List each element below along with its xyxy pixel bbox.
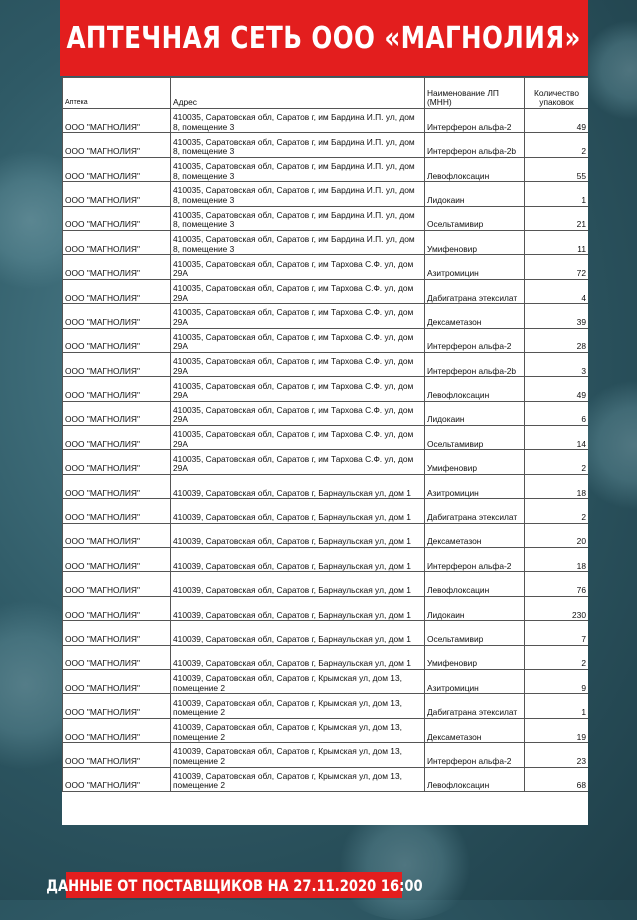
- table-row: [63, 426, 589, 450]
- cell-address: 410035, Саратовская обл, Саратов г, им Тархова С.Ф. ул, дом 29А: [171, 401, 425, 425]
- cell-drug: Осельтамивир: [425, 621, 525, 645]
- cell-drug: Азитромицин: [425, 474, 525, 498]
- table-row: [63, 182, 589, 206]
- cell-pharmacy: ООО "МАГНОЛИЯ": [63, 157, 171, 181]
- cell-address: 410035, Саратовская обл, Саратов г, им Бардина И.П. ул, дом 8, помещение 3: [171, 109, 425, 133]
- column-header-pharmacy: Аптека: [63, 78, 171, 109]
- cell-address: 410039, Саратовская обл, Саратов г, Барнаульская ул, дом 1: [171, 645, 425, 669]
- cell-drug: Лидокаин: [425, 596, 525, 620]
- cell-drug: Интерферон альфа-2b: [425, 133, 525, 157]
- cell-drug: Интерферон альфа-2: [425, 328, 525, 352]
- table-row: [63, 450, 589, 474]
- cell-address: 410039, Саратовская обл, Саратов г, Барнаульская ул, дом 1: [171, 523, 425, 547]
- table-row: [63, 669, 589, 693]
- table-row: [63, 694, 589, 718]
- cell-drug: Осельтамивир: [425, 426, 525, 450]
- cell-pharmacy: ООО "МАГНОЛИЯ": [63, 328, 171, 352]
- cell-quantity: 2: [525, 645, 589, 669]
- cell-drug: Дабигатрана этексилат: [425, 279, 525, 303]
- table-row: [63, 596, 589, 620]
- cell-pharmacy: ООО "МАГНОЛИЯ": [63, 743, 171, 767]
- cell-pharmacy: ООО "МАГНОЛИЯ": [63, 352, 171, 376]
- table-row: [63, 523, 589, 547]
- cell-quantity: 20: [525, 523, 589, 547]
- cell-quantity: 49: [525, 109, 589, 133]
- cell-quantity: 11: [525, 230, 589, 254]
- cell-address: 410035, Саратовская обл, Саратов г, им Тархова С.Ф. ул, дом 29А: [171, 426, 425, 450]
- cell-address: 410035, Саратовская обл, Саратов г, им Тархова С.Ф. ул, дом 29А: [171, 304, 425, 328]
- cell-drug: Левофлоксацин: [425, 572, 525, 596]
- footer-text: ДАННЫЕ ОТ ПОСТАВЩИКОВ НА 27.11.2020 16:00: [45, 875, 423, 895]
- cell-address: 410035, Саратовская обл, Саратов г, им Бардина И.П. ул, дом 8, помещение 3: [171, 157, 425, 181]
- cell-pharmacy: ООО "МАГНОЛИЯ": [63, 255, 171, 279]
- cell-quantity: 49: [525, 377, 589, 401]
- cell-pharmacy: ООО "МАГНОЛИЯ": [63, 230, 171, 254]
- cell-quantity: 2: [525, 133, 589, 157]
- cell-address: 410035, Саратовская обл, Саратов г, им Бардина И.П. ул, дом 8, помещение 3: [171, 230, 425, 254]
- cell-quantity: 72: [525, 255, 589, 279]
- cell-pharmacy: ООО "МАГНОЛИЯ": [63, 694, 171, 718]
- cell-pharmacy: ООО "МАГНОЛИЯ": [63, 109, 171, 133]
- cell-pharmacy: ООО "МАГНОЛИЯ": [63, 133, 171, 157]
- footer-banner: [45, 872, 423, 898]
- cell-pharmacy: ООО "МАГНОЛИЯ": [63, 499, 171, 523]
- table-row: [63, 474, 589, 498]
- cell-address: 410039, Саратовская обл, Саратов г, Крымская ул, дом 13, помещение 2: [171, 767, 425, 791]
- cell-pharmacy: ООО "МАГНОЛИЯ": [63, 377, 171, 401]
- cell-quantity: 230: [525, 596, 589, 620]
- table-row: [63, 767, 589, 791]
- cell-address: 410039, Саратовская обл, Саратов г, Барнаульская ул, дом 1: [171, 474, 425, 498]
- table-row: [63, 645, 589, 669]
- cell-quantity: 39: [525, 304, 589, 328]
- cell-drug: Левофлоксацин: [425, 377, 525, 401]
- cell-drug: Умифеновир: [425, 450, 525, 474]
- cell-quantity: 18: [525, 474, 589, 498]
- cell-drug: Лидокаин: [425, 182, 525, 206]
- cell-pharmacy: ООО "МАГНОЛИЯ": [63, 401, 171, 425]
- table-row: [63, 499, 589, 523]
- table-row: [63, 328, 589, 352]
- cell-address: 410035, Саратовская обл, Саратов г, им Бардина И.П. ул, дом 8, помещение 3: [171, 182, 425, 206]
- table-row: [63, 621, 589, 645]
- table-row: [63, 743, 589, 767]
- cell-address: 410035, Саратовская обл, Саратов г, им Тархова С.Ф. ул, дом 29А: [171, 377, 425, 401]
- cell-drug: Азитромицин: [425, 669, 525, 693]
- cell-drug: Левофлоксацин: [425, 157, 525, 181]
- cell-address: 410039, Саратовская обл, Саратов г, Барнаульская ул, дом 1: [171, 572, 425, 596]
- cell-address: 410035, Саратовская обл, Саратов г, им Бардина И.П. ул, дом 8, помещение 3: [171, 206, 425, 230]
- cell-drug: Интерферон альфа-2: [425, 743, 525, 767]
- cell-pharmacy: ООО "МАГНОЛИЯ": [63, 206, 171, 230]
- cell-quantity: 2: [525, 450, 589, 474]
- cell-quantity: 18: [525, 548, 589, 572]
- pharmacy-table-container: [62, 77, 588, 825]
- cell-drug: Левофлоксацин: [425, 767, 525, 791]
- cell-address: 410035, Саратовская обл, Саратов г, им Бардина И.П. ул, дом 8, помещение 3: [171, 133, 425, 157]
- cell-address: 410039, Саратовская обл, Саратов г, Крымская ул, дом 13, помещение 2: [171, 718, 425, 742]
- cell-address: 410039, Саратовская обл, Саратов г, Барнаульская ул, дом 1: [171, 621, 425, 645]
- cell-drug: Интерферон альфа-2b: [425, 352, 525, 376]
- table-row: [63, 377, 589, 401]
- cell-quantity: 19: [525, 718, 589, 742]
- cell-quantity: 3: [525, 352, 589, 376]
- cell-pharmacy: ООО "МАГНОЛИЯ": [63, 279, 171, 303]
- title-banner: [60, 0, 588, 76]
- column-header-drug: Наименование ЛП (МНН): [425, 78, 525, 109]
- cell-pharmacy: ООО "МАГНОЛИЯ": [63, 572, 171, 596]
- cell-pharmacy: ООО "МАГНОЛИЯ": [63, 645, 171, 669]
- table-row: [63, 304, 589, 328]
- cell-drug: Дексаметазон: [425, 304, 525, 328]
- cell-address: 410035, Саратовская обл, Саратов г, им Тархова С.Ф. ул, дом 29А: [171, 279, 425, 303]
- pharmacy-table: [62, 77, 588, 792]
- virus-decoration: [580, 20, 637, 120]
- cell-drug: Дексаметазон: [425, 718, 525, 742]
- cell-quantity: 23: [525, 743, 589, 767]
- cell-quantity: 7: [525, 621, 589, 645]
- cell-drug: Интерферон альфа-2: [425, 109, 525, 133]
- cell-drug: Осельтамивир: [425, 206, 525, 230]
- cell-pharmacy: ООО "МАГНОЛИЯ": [63, 596, 171, 620]
- cell-pharmacy: ООО "МАГНОЛИЯ": [63, 426, 171, 450]
- column-header-quantity: Количество упаковок: [525, 78, 589, 109]
- cell-drug: Лидокаин: [425, 401, 525, 425]
- cell-drug: Дексаметазон: [425, 523, 525, 547]
- cell-drug: Умифеновир: [425, 645, 525, 669]
- table-row: [63, 401, 589, 425]
- page-title: АПТЕЧНАЯ СЕТЬ ООО «МАГНОЛИЯ»: [66, 20, 582, 56]
- cell-address: 410035, Саратовская обл, Саратов г, им Тархова С.Ф. ул, дом 29А: [171, 255, 425, 279]
- cell-quantity: 4: [525, 279, 589, 303]
- cell-address: 410035, Саратовская обл, Саратов г, им Тархова С.Ф. ул, дом 29А: [171, 450, 425, 474]
- cell-quantity: 1: [525, 182, 589, 206]
- cell-quantity: 76: [525, 572, 589, 596]
- cell-quantity: 28: [525, 328, 589, 352]
- cell-pharmacy: ООО "МАГНОЛИЯ": [63, 669, 171, 693]
- cell-quantity: 14: [525, 426, 589, 450]
- virus-decoration: [330, 810, 480, 920]
- table-row: [63, 352, 589, 376]
- cell-address: 410035, Саратовская обл, Саратов г, им Тархова С.Ф. ул, дом 29А: [171, 352, 425, 376]
- cell-address: 410035, Саратовская обл, Саратов г, им Тархова С.Ф. ул, дом 29А: [171, 328, 425, 352]
- table-header-row: [63, 78, 589, 109]
- table-row: [63, 255, 589, 279]
- table-row: [63, 718, 589, 742]
- cell-drug: Интерферон альфа-2: [425, 548, 525, 572]
- cell-quantity: 21: [525, 206, 589, 230]
- cell-pharmacy: ООО "МАГНОЛИЯ": [63, 548, 171, 572]
- table-row: [63, 279, 589, 303]
- cell-address: 410039, Саратовская обл, Саратов г, Барнаульская ул, дом 1: [171, 548, 425, 572]
- cell-pharmacy: ООО "МАГНОЛИЯ": [63, 718, 171, 742]
- table-row: [63, 548, 589, 572]
- table-row: [63, 109, 589, 133]
- table-row: [63, 157, 589, 181]
- cell-pharmacy: ООО "МАГНОЛИЯ": [63, 621, 171, 645]
- cell-pharmacy: ООО "МАГНОЛИЯ": [63, 523, 171, 547]
- cell-address: 410039, Саратовская обл, Саратов г, Крымская ул, дом 13, помещение 2: [171, 743, 425, 767]
- cell-drug: Дабигатрана этексилат: [425, 694, 525, 718]
- cell-pharmacy: ООО "МАГНОЛИЯ": [63, 182, 171, 206]
- table-row: [63, 133, 589, 157]
- cell-drug: Азитромицин: [425, 255, 525, 279]
- table-row: [63, 230, 589, 254]
- cell-quantity: 2: [525, 499, 589, 523]
- cell-address: 410039, Саратовская обл, Саратов г, Крымская ул, дом 13, помещение 2: [171, 694, 425, 718]
- cell-address: 410039, Саратовская обл, Саратов г, Крымская ул, дом 13, помещение 2: [171, 669, 425, 693]
- cell-quantity: 68: [525, 767, 589, 791]
- cell-address: 410039, Саратовская обл, Саратов г, Барнаульская ул, дом 1: [171, 596, 425, 620]
- cell-quantity: 55: [525, 157, 589, 181]
- cell-pharmacy: ООО "МАГНОЛИЯ": [63, 304, 171, 328]
- cell-pharmacy: ООО "МАГНОЛИЯ": [63, 474, 171, 498]
- cell-pharmacy: ООО "МАГНОЛИЯ": [63, 767, 171, 791]
- cell-quantity: 6: [525, 401, 589, 425]
- table-row: [63, 572, 589, 596]
- cell-quantity: 9: [525, 669, 589, 693]
- cell-drug: Дабигатрана этексилат: [425, 499, 525, 523]
- table-row: [63, 206, 589, 230]
- table-body: [63, 109, 589, 792]
- cell-quantity: 1: [525, 694, 589, 718]
- cell-address: 410039, Саратовская обл, Саратов г, Барнаульская ул, дом 1: [171, 499, 425, 523]
- column-header-address: Адрес: [171, 78, 425, 109]
- cell-drug: Умифеновир: [425, 230, 525, 254]
- cell-pharmacy: ООО "МАГНОЛИЯ": [63, 450, 171, 474]
